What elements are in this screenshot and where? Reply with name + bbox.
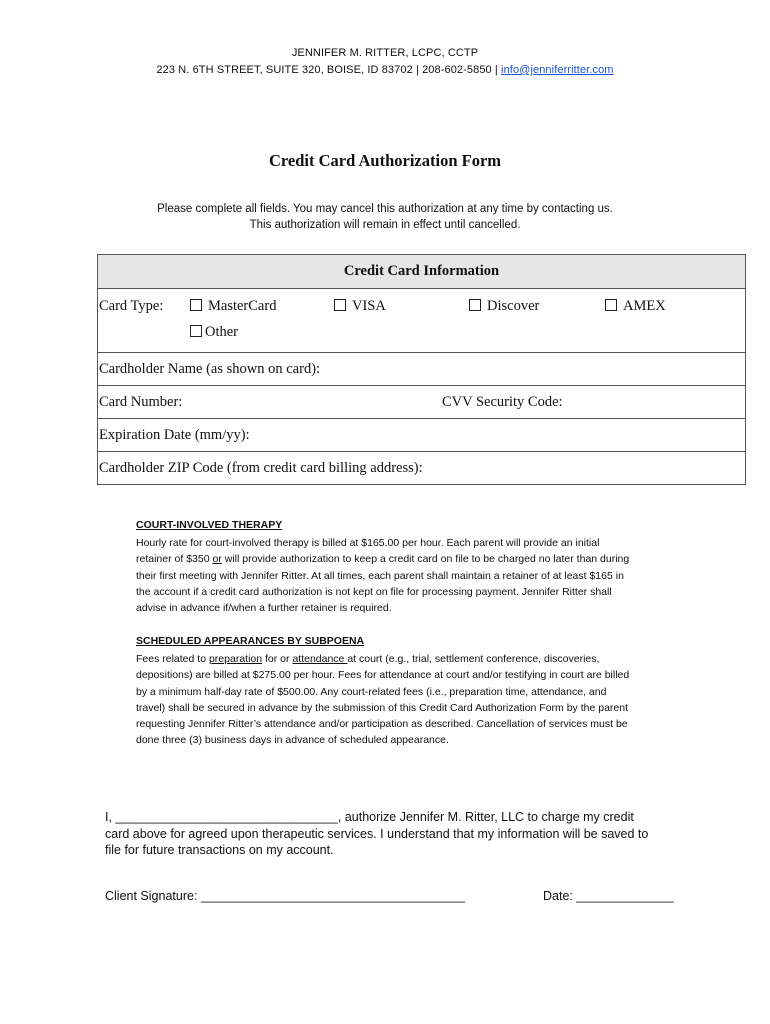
option-visa[interactable] xyxy=(334,298,386,315)
cvv-label: CVV Security Code: xyxy=(442,394,563,410)
card-number-label: Card Number: xyxy=(99,394,183,410)
expiration-label: Expiration Date (mm/yy): xyxy=(99,427,250,443)
text-span: for or xyxy=(262,653,293,665)
checkbox-icon[interactable] xyxy=(190,325,202,337)
option-amex[interactable] xyxy=(605,298,666,315)
text-line xyxy=(136,651,696,667)
option-other[interactable] xyxy=(190,324,238,341)
text-line: the account if a credit card authorization is not kept on file for processing payment. Jennifer Ritter shall xyxy=(136,585,612,598)
cardholder-name-label: Cardholder Name (as shown on card): xyxy=(99,361,321,377)
card-number-row[interactable] xyxy=(98,386,746,419)
checkbox-icon[interactable] xyxy=(190,299,202,311)
text-line: file for future transactions on my account. xyxy=(105,843,334,857)
subpoena-section-body xyxy=(136,651,696,749)
text-span: retainer of $350 xyxy=(136,553,213,566)
zip-label: Cardholder ZIP Code (from credit card billing address): xyxy=(99,460,423,476)
zip-row[interactable] xyxy=(98,452,746,485)
text-line: by a minimum half-day rate of $500.00. Any court-related fees (i.e., preparation time, attendance, and xyxy=(136,685,607,698)
court-section-body xyxy=(136,535,696,616)
subpoena-section-heading: SCHEDULED APPEARANCES BY SUBPOENA xyxy=(136,635,365,647)
underlined-text: attendance xyxy=(292,653,348,665)
option-label: AMEX xyxy=(623,298,666,314)
text-line: their first meeting with Jennifer Ritter. At all times, each parent shall maintain a retainer of at least $165 in xyxy=(136,569,624,582)
intro-line-2: This authorization will remain in effect until cancelled. xyxy=(249,219,521,231)
option-label: Discover xyxy=(487,298,540,314)
text-span: Fees related to xyxy=(136,653,209,665)
client-signature-line[interactable]: Client Signature: ______________________________________ xyxy=(105,889,466,903)
checkbox-icon[interactable] xyxy=(334,299,346,311)
underlined-text: preparation xyxy=(208,653,263,665)
card-type-label: Card Type: xyxy=(99,298,164,314)
expiration-row[interactable] xyxy=(98,419,746,452)
text-line: advise in advance if/when a further retainer is required. xyxy=(136,602,392,615)
checkbox-icon[interactable] xyxy=(605,299,617,311)
text-line: travel) shall be secured in advance by the submission of this Credit Card Authorization Form by the parent xyxy=(136,701,628,714)
option-mastercard[interactable] xyxy=(190,298,276,315)
text-span: at court (e.g., trial, settlement conference, discoveries, xyxy=(347,653,600,665)
text-line: I, ________________________________, authorize Jennifer M. Ritter, LLC to charge my credit xyxy=(105,810,634,824)
date-line[interactable]: Date: ______________ xyxy=(543,889,674,903)
text-line xyxy=(136,551,696,567)
option-discover[interactable] xyxy=(469,298,539,315)
text-span: will provide authorization to keep a credit card on file to be charged no later than during xyxy=(221,553,630,566)
text-line: depositions) are billed at $275.00 per hour. Fees for attendance at court and/or testifying in court are billed xyxy=(136,669,630,682)
underlined-text: or xyxy=(212,553,222,566)
text-line: Hourly rate for court-involved therapy is billed at $165.00 per hour. Each parent will provide an initial xyxy=(136,537,600,549)
cardholder-name-row[interactable] xyxy=(98,353,746,386)
practice-contact xyxy=(0,64,770,76)
credit-card-heading: Credit Card Information xyxy=(98,255,746,289)
text-line: requesting Jennifer Ritter’s attendance and/or participation as described. Cancellation of services must be xyxy=(136,718,628,731)
card-type-row xyxy=(98,289,746,353)
email-link[interactable]: info@jenniferritter.com xyxy=(501,64,614,76)
text-line: card above for agreed upon therapeutic services. I understand that my information will be saved to xyxy=(105,826,649,841)
intro-line-1: Please complete all fields. You may cancel this authorization at any time by contacting us. xyxy=(157,203,613,215)
option-label: MasterCard xyxy=(208,298,277,314)
practice-address: 223 N. 6TH STREET, SUITE 320, BOISE, ID 83702 | 208-602-5850 | xyxy=(156,64,498,76)
text-line: done three (3) business days in advance of scheduled appearance. xyxy=(136,734,449,747)
credit-card-table xyxy=(97,254,746,485)
form-title: Credit Card Authorization Form xyxy=(268,151,502,170)
practice-name: JENNIFER M. RITTER, LCPC, CCTP xyxy=(291,47,479,59)
court-section-heading: COURT-INVOLVED THERAPY xyxy=(136,519,283,531)
authorization-statement xyxy=(105,809,705,859)
option-label: Other xyxy=(205,324,239,340)
checkbox-icon[interactable] xyxy=(469,299,481,311)
option-label: VISA xyxy=(352,298,386,314)
